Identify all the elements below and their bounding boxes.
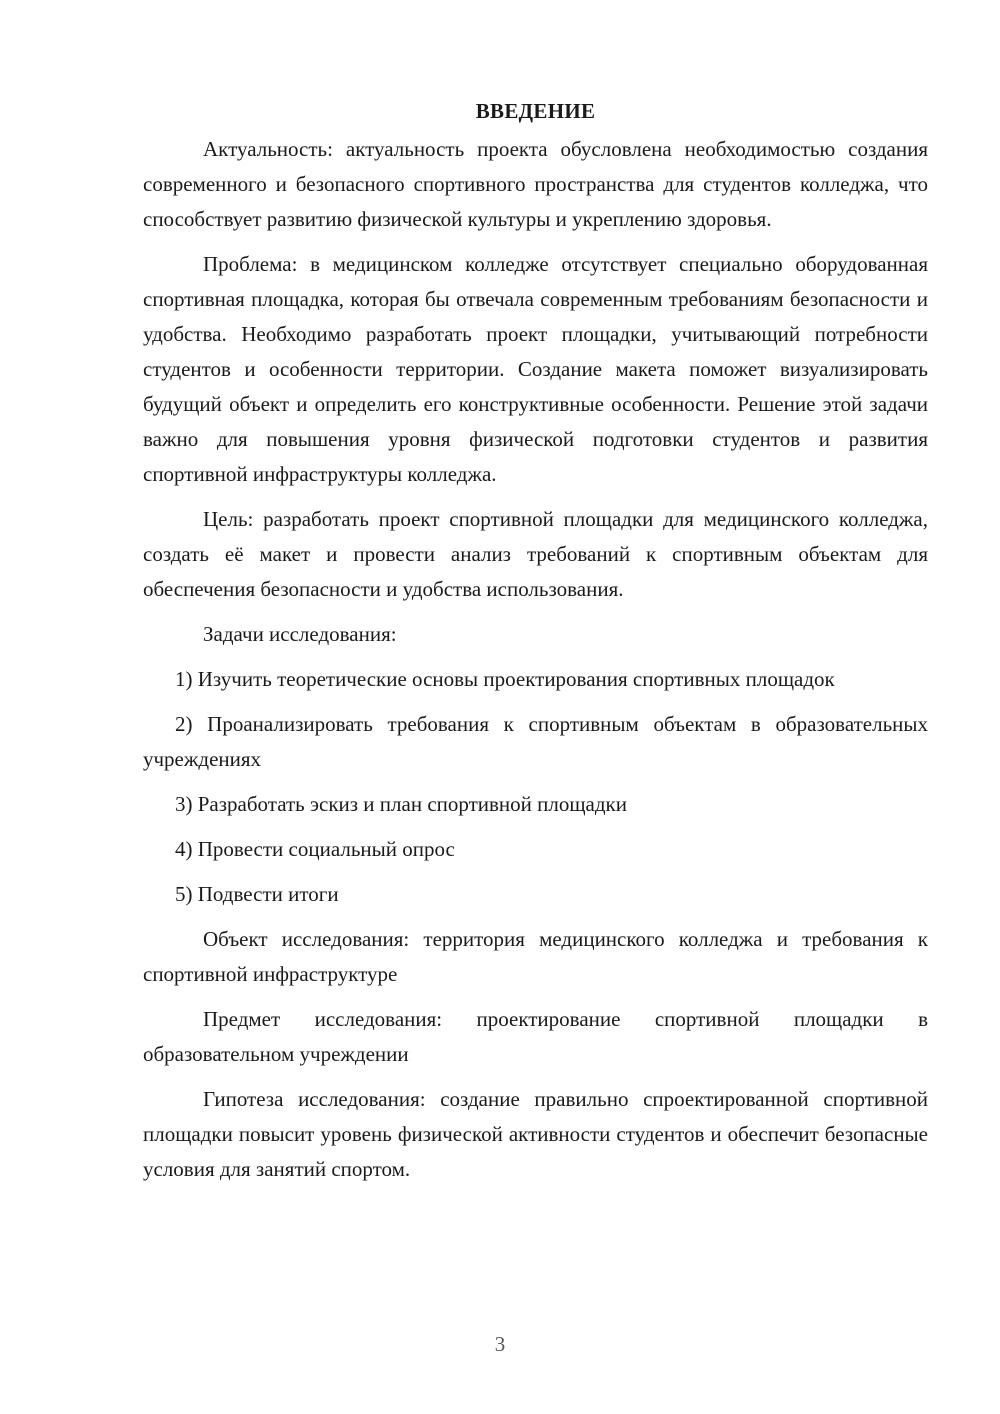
- hypothesis-paragraph: Гипотеза исследования: создание правильно спроектированной спортивной площадки повысит уровень физической активности студентов и обеспечит безопасные условия для занятий спортом.: [143, 1087, 928, 1181]
- task-item: 3) Разработать эскиз и план спортивной площадки: [175, 792, 627, 816]
- tasks-title: Задачи исследования:: [203, 622, 397, 646]
- task-item: 1) Изучить теоретические основы проектирования спортивных площадок: [175, 667, 835, 691]
- document-page: [143, 96, 928, 1197]
- subject-paragraph: Предмет исследования: проектирование спортивной площадки в образовательном учреждении: [143, 1007, 928, 1066]
- goal-paragraph: Цель: разработать проект спортивной площадки для медицинского колледжа, создать её макет и провести анализ требований к спортивным объектам для обеспечения безопасности и удобства использования.: [143, 507, 928, 601]
- problem-paragraph: Проблема: в медицинском колледже отсутствует специально оборудованная спортивная площадка, которая бы отвечала современным требованиям безопасности и удобства. Необходимо разработать проект площадки, учитывающий потребности студентов и особенности территории. Создание макета поможет визуализировать будущий объект и определить его конструктивные особенности. Решение этой задачи важно для повышения уровня физической подготовки студентов и развития спортивной инфраструктуры колледжа.: [143, 252, 928, 486]
- object-paragraph: Объект исследования: территория медицинского колледжа и требования к спортивной инфраструктуре: [143, 927, 928, 986]
- task-item: 4) Провести социальный опрос: [175, 837, 455, 861]
- task-item: 5) Подвести итоги: [175, 882, 339, 906]
- section-heading: ВВЕДЕНИЕ: [475, 99, 596, 123]
- task-item: 2) Проанализировать требования к спортивным объектам в образовательных учреждениях: [143, 712, 928, 771]
- relevance-paragraph: Актуальность: актуальность проекта обусловлена необходимостью создания современного и безопасного спортивного пространства для студентов колледжа, что способствует развитию физической культуры и укреплению здоровья.: [143, 137, 928, 231]
- page-number: 3: [494, 1332, 506, 1356]
